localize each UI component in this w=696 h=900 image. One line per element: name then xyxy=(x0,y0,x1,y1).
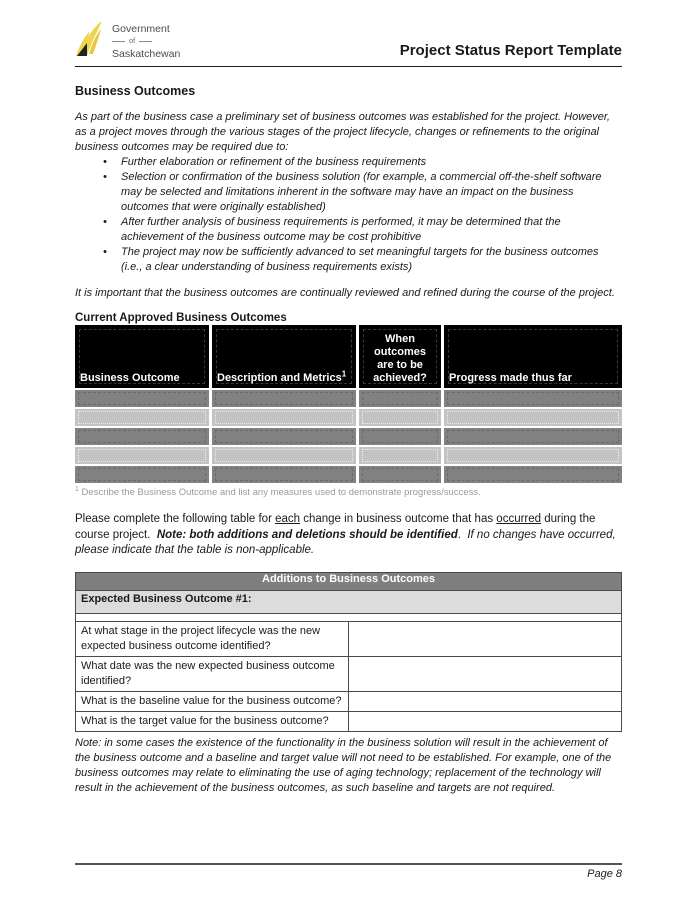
gov-saskatchewan-logo xyxy=(75,20,180,62)
empty-form-cell[interactable] xyxy=(75,447,209,464)
document-title: Project Status Report Template xyxy=(399,42,622,59)
bullet-item xyxy=(75,245,622,275)
empty-form-cell[interactable] xyxy=(444,466,622,483)
note-paragraph: Note: in some cases the existence of the functionality in the business solution will result in the achievement of the business outcome and a baseline and target value will not need to be established. For example, one of the business outcomes may relate to eliminating the use of aging technology; replacement of the technology will result in the achievement of the business outcomes, as such baseline and targets are not required. xyxy=(75,736,612,794)
empty-form-cell[interactable] xyxy=(212,447,356,464)
intro-paragraph: As part of the business case a preliminary set of business outcomes was established for the project. However, as a project moves through the various stages of the project lifecycle, changes or refinements to the original business outcomes may be required due to: xyxy=(75,111,610,153)
column-header-when-achieved: When outcomes are to be achieved? xyxy=(359,325,441,388)
bullet-text: The project may now be sufficiently advanced to set meaningful targets for the business outcomes (i.e., a clear understanding of business requirements exists) xyxy=(121,246,599,273)
empty-form-cell[interactable] xyxy=(75,466,209,483)
closing-paragraph: It is important that the business outcomes are continually reviewed and refined during the course of the project. xyxy=(75,287,615,299)
table-row xyxy=(76,711,622,731)
wheat-sheaf-logo-icon xyxy=(75,20,105,62)
column-header-business-outcome: Business Outcome xyxy=(75,325,209,388)
table-row xyxy=(76,656,622,691)
approved-outcomes-table xyxy=(75,325,622,483)
bullet-text: Selection or confirmation of the business solution (for example, a commercial off-the-shelf software may be selected and limitations inherent in the software may have an impact on the business outcomes that were originally established) xyxy=(121,171,602,213)
bullet-item xyxy=(75,215,622,245)
answer-cell[interactable] xyxy=(349,621,622,656)
question-cell: What is the baseline value for the business outcome? xyxy=(76,691,349,711)
logo-dash-left xyxy=(112,41,125,42)
page-number: Page 8 xyxy=(587,868,622,880)
empty-form-cell[interactable] xyxy=(212,428,356,445)
logo-line-government: Government xyxy=(112,23,170,36)
approved-outcomes-table-heading: Current Approved Business Outcomes xyxy=(75,312,287,324)
empty-form-cell[interactable] xyxy=(75,390,209,407)
empty-form-cell[interactable] xyxy=(75,428,209,445)
footnote-text: Describe the Business Outcome and list any measures used to demonstrate progress/success. xyxy=(78,487,481,499)
header-divider xyxy=(75,66,622,67)
instruction-paragraph: Please complete the following table for each change in business outcome that has occurred during the course project. Note: both additions and deletions should be identified. If no changes have occurred, please indicate that the table is non-applicable. xyxy=(75,513,619,557)
page-header xyxy=(75,20,622,62)
page-footer xyxy=(75,863,622,880)
bullet-icon: • xyxy=(103,156,107,168)
table-row xyxy=(76,621,622,656)
underlined-word-each: each xyxy=(275,513,301,526)
empty-form-cell[interactable] xyxy=(359,409,441,426)
logo-dash-right xyxy=(139,41,152,42)
italic-tail-text: If no changes have occurred, please indicate that the table is non-applicable. xyxy=(75,528,619,557)
bullet-item xyxy=(75,155,622,170)
additions-title-row xyxy=(76,572,622,590)
bullet-text: Further elaboration or refinement of the business requirements xyxy=(121,156,427,168)
empty-form-cell[interactable] xyxy=(75,409,209,426)
reasons-bullet-list xyxy=(75,155,622,275)
expected-outcome-row xyxy=(76,590,622,613)
table-row xyxy=(76,691,622,711)
empty-form-cell[interactable] xyxy=(444,390,622,407)
question-cell: What date was the new expected business outcome identified? xyxy=(76,656,349,691)
question-cell: What is the target value for the business outcome? xyxy=(76,711,349,731)
table-footnote xyxy=(75,486,622,498)
logo-line-of: of xyxy=(112,37,180,45)
additions-table-title: Additions to Business Outcomes xyxy=(76,572,622,590)
empty-form-cell[interactable] xyxy=(212,409,356,426)
answer-cell[interactable] xyxy=(349,711,622,731)
bullet-icon: • xyxy=(103,246,107,258)
underlined-word-occurred: occurred xyxy=(496,513,542,526)
bold-note-text: Note: both additions and deletions should be identified xyxy=(156,528,458,541)
question-cell: At what stage in the project lifecycle was the new expected business outcome identified? xyxy=(76,621,349,656)
expected-outcome-subheading[interactable]: Expected Business Outcome #1: xyxy=(76,590,622,613)
empty-form-cell[interactable] xyxy=(444,428,622,445)
empty-form-cell[interactable] xyxy=(359,390,441,407)
footnote-reference-superscript: 1 xyxy=(341,369,347,379)
footnote-marker: 1 xyxy=(75,486,79,493)
empty-form-cell[interactable] xyxy=(359,466,441,483)
bullet-item xyxy=(75,170,622,215)
bullet-icon: • xyxy=(103,171,107,183)
empty-form-cell[interactable] xyxy=(444,409,622,426)
footer-divider xyxy=(75,863,622,865)
additions-table xyxy=(75,572,622,732)
spacer-row xyxy=(76,613,622,621)
bullet-icon: • xyxy=(103,216,107,228)
empty-form-cell[interactable] xyxy=(212,390,356,407)
column-header-progress: Progress made thus far xyxy=(444,325,622,388)
section-heading-business-outcomes: Business Outcomes xyxy=(75,84,196,98)
spacer-cell xyxy=(76,613,622,621)
bullet-text: After further analysis of business requirements is performed, it may be determined that the achievement of the business outcome may be cost prohibitive xyxy=(121,216,561,243)
empty-form-cell[interactable] xyxy=(212,466,356,483)
empty-form-cell[interactable] xyxy=(359,447,441,464)
logo-line-saskatchewan: Saskatchewan xyxy=(112,47,181,60)
empty-form-cell[interactable] xyxy=(359,428,441,445)
answer-cell[interactable] xyxy=(349,656,622,691)
logo-wordmark xyxy=(112,20,180,61)
answer-cell[interactable] xyxy=(349,691,622,711)
empty-form-cell[interactable] xyxy=(444,447,622,464)
column-header-description-metrics: Description and Metrics$^1$ xyxy=(212,325,356,388)
